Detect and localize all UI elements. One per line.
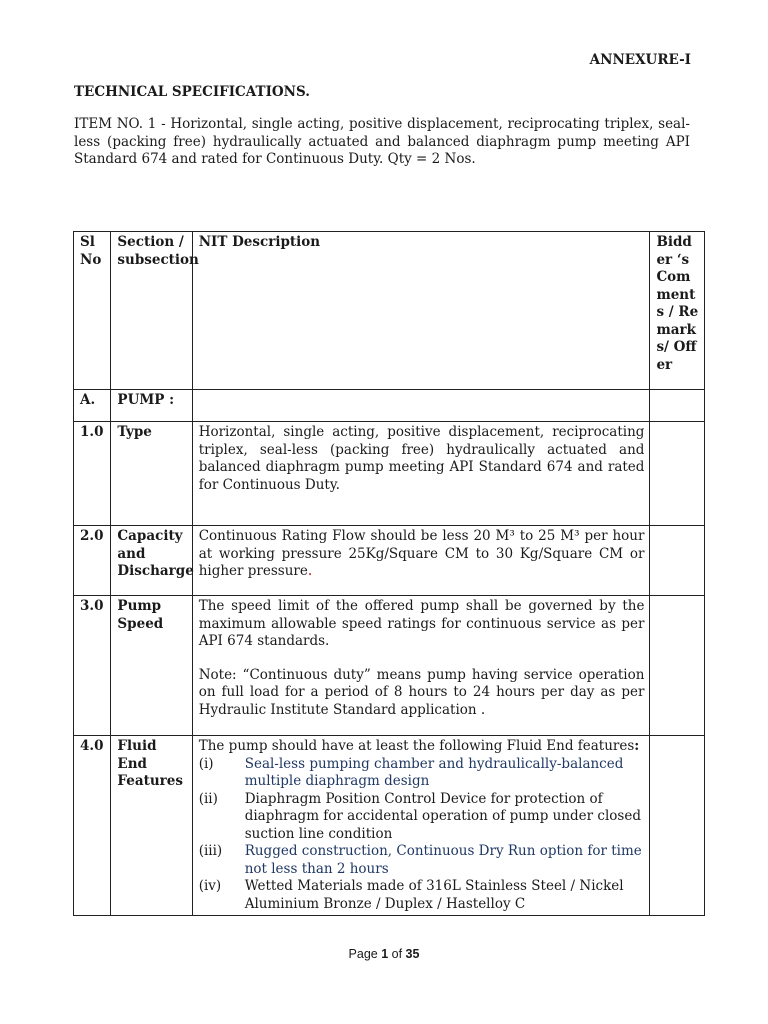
row-nit-note: Note: “Continuous duty” means pump having service operation on full load for a period of 8 hours to 24 hours per day as per Hydraulic Institute Standard application . bbox=[198, 666, 645, 718]
specification-table bbox=[73, 231, 705, 916]
feature-item bbox=[199, 756, 645, 791]
comments-cell bbox=[650, 526, 705, 596]
row-sl: 2.0 bbox=[74, 526, 111, 596]
comments-cell bbox=[650, 390, 705, 422]
page-of: of bbox=[388, 947, 406, 961]
row-nit-description: Horizontal, single acting, positive displacement, reciprocating triplex, seal-less (packing free) hydraulically actuated and balanced diaphragm pump meeting API Standard 674 and rated for Continuous Duty. bbox=[192, 422, 650, 526]
row-nit-intro-text: The pump should have at least the following Fluid End features bbox=[198, 738, 635, 754]
table-header-row bbox=[74, 232, 705, 390]
table-row bbox=[74, 526, 705, 596]
feature-text: Wetted Materials made of 316L Stainless Steel / Nickel Aluminium Bronze / Duplex / Hastelloy C bbox=[244, 878, 624, 912]
page-prefix: Page bbox=[348, 947, 382, 961]
row-sl: 4.0 bbox=[74, 736, 111, 916]
feature-text: Rugged construction, Continuous Dry Run option for time not less than 2 hours bbox=[244, 843, 642, 877]
section-label: PUMP : bbox=[111, 390, 192, 422]
section-row-pump bbox=[74, 390, 705, 422]
table-row bbox=[74, 596, 705, 736]
feature-number: (iv) bbox=[198, 878, 222, 894]
feature-item bbox=[199, 843, 645, 878]
row-nit-period: . bbox=[307, 563, 313, 579]
row-nit-description bbox=[192, 526, 650, 596]
feature-item bbox=[199, 878, 645, 913]
feature-text: Seal-less pumping chamber and hydraulically-balanced multiple diaphragm design bbox=[244, 755, 624, 789]
header-section: Section / subsection bbox=[111, 232, 192, 390]
header-bidder-comments: Bidder ‘s Comments / Remarks/ Offer bbox=[650, 232, 705, 390]
comments-cell bbox=[650, 422, 705, 526]
row-section: Pump Speed bbox=[111, 596, 192, 736]
row-section: Fluid End Features bbox=[111, 736, 192, 916]
feature-number: (i) bbox=[198, 755, 214, 772]
item-description: ITEM NO. 1 - Horizontal, single acting, positive displacement, reciprocating triplex, seal-less (packing free) hydraulically actuated and balanced diaphragm pump meeting API Standard 674 and rated for Continuous Duty. Qty = 2 Nos. bbox=[74, 116, 690, 167]
row-section: Type bbox=[111, 422, 192, 526]
document-title: TECHNICAL SPECIFICATIONS. bbox=[74, 84, 310, 100]
comments-cell bbox=[650, 596, 705, 736]
annexure-label: ANNEXURE-I bbox=[589, 52, 691, 68]
row-nit-intro-colon: : bbox=[634, 738, 640, 754]
page-total: 35 bbox=[405, 947, 420, 961]
table-row bbox=[74, 422, 705, 526]
feature-number: (ii) bbox=[198, 790, 218, 807]
comments-cell bbox=[650, 736, 705, 916]
page-number bbox=[0, 947, 768, 961]
feature-number: (iii) bbox=[198, 843, 223, 859]
feature-text: Diaphragm Position Control Device for protection of diaphragm for accidental operation of pump under closed suction line condition bbox=[244, 790, 641, 842]
row-section: Capacity and Discharge bbox=[111, 526, 192, 596]
row-nit-description bbox=[192, 736, 650, 916]
row-nit-intro bbox=[199, 738, 645, 756]
header-sl-no: Sl No bbox=[74, 232, 111, 390]
row-nit-text: Continuous Rating Flow should be less 20 M³ to 25 M³ per hour at working pressure 25Kg/Square CM to 30 Kg/Square CM or higher pressure bbox=[198, 528, 645, 579]
row-sl: 1.0 bbox=[74, 422, 111, 526]
table-row bbox=[74, 736, 705, 916]
feature-item bbox=[199, 791, 645, 844]
section-sl: A. bbox=[74, 390, 111, 422]
row-nit-text: The speed limit of the offered pump shall be governed by the maximum allowable speed ratings for continuous service as per API 674 standards. bbox=[198, 598, 645, 649]
row-sl: 3.0 bbox=[74, 596, 111, 736]
header-nit-description: NIT Description bbox=[192, 232, 650, 390]
page-current: 1 bbox=[381, 947, 389, 961]
section-nit-empty bbox=[192, 390, 650, 422]
row-nit-description bbox=[192, 596, 650, 736]
